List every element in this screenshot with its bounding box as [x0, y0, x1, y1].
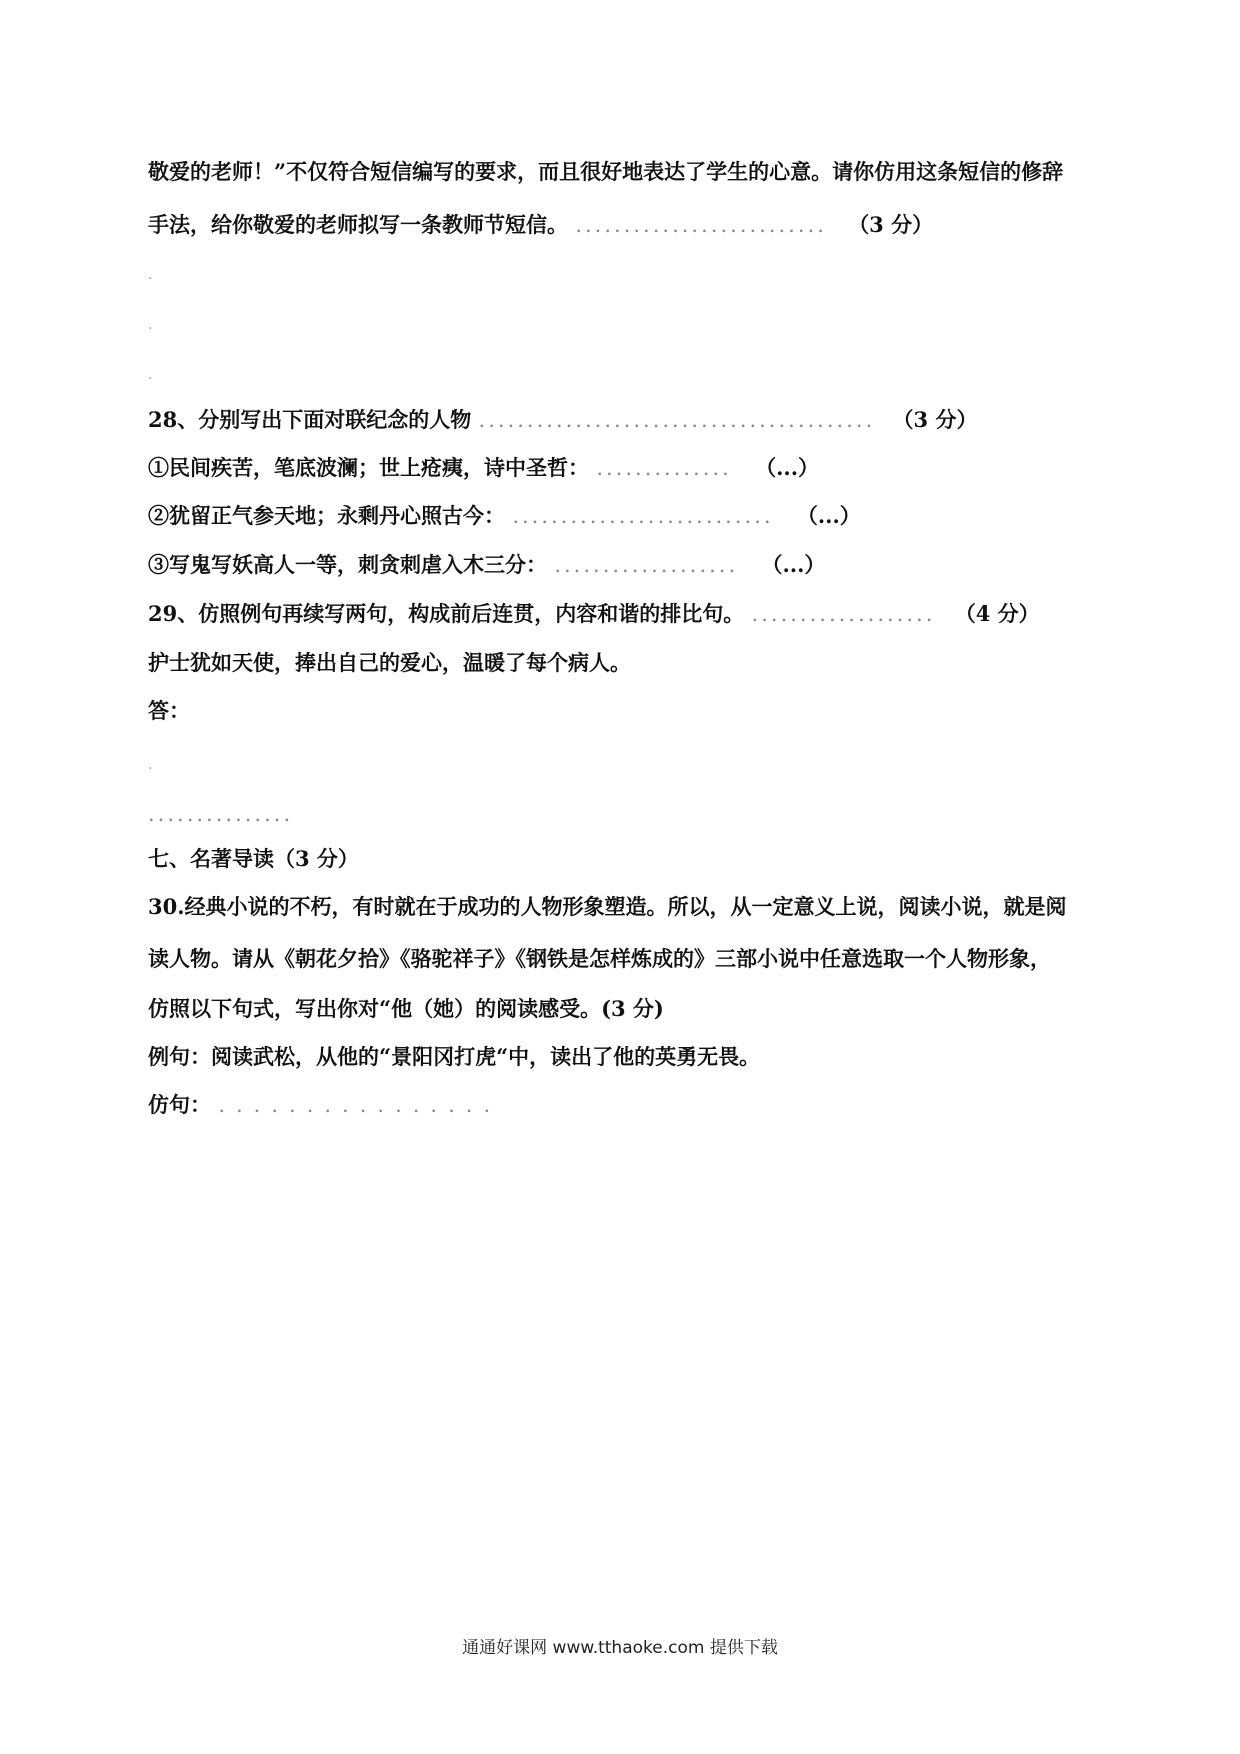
q28-item-1: [148, 454, 819, 482]
q27-line-2: [148, 211, 933, 239]
answer-line-mark: .: [148, 757, 153, 773]
answer-line-mark: .: [148, 267, 153, 283]
q28-item-2: [148, 502, 861, 530]
q28-item-text: ①民间疾苦，笔底波澜；世上疮痍，诗中圣哲：: [148, 455, 589, 480]
q28-leader-dots: .........................................: [478, 408, 876, 432]
q28-item-blank: （...）: [761, 552, 826, 577]
q30-line-1: 30.经典小说的不朽，有时就在于成功的人物形象塑造。所以，从一定意义上说，阅读小说，就是阅: [148, 894, 1067, 919]
q30-line-3: 仿照以下句式，写出你对“他（她）的阅读感受。(3 分): [148, 996, 664, 1021]
q30-example: 例句：阅读武松，从他的“景阳冈打虎“中，读出了他的英勇无畏。: [148, 1044, 761, 1069]
q27-score: （3 分）: [848, 212, 934, 237]
q29-leader-dots: ...................: [751, 602, 936, 626]
q30-imitate-label: 仿句：: [148, 1092, 211, 1117]
q28-item-dots: ...................: [554, 553, 739, 577]
q29-example: 护士犹如天使，捧出自己的爱心，温暖了每个病人。: [148, 650, 631, 675]
q28-item-text: ③写鬼写妖高人一等，刺贪刺虐入木三分：: [148, 552, 547, 577]
q28-item-3: [148, 551, 825, 579]
q29-score: （4 分）: [954, 601, 1040, 626]
q29-answer-label: 答：: [148, 698, 190, 723]
q30-imitate-dots: ................: [218, 1093, 502, 1117]
section-7-heading: 七、名著导读（3 分）: [148, 846, 359, 871]
q29-answer-dots: ...............: [148, 802, 294, 826]
q30-imitate-line: [148, 1091, 501, 1119]
q28-item-dots: ...........................: [512, 504, 774, 528]
page-footer: 通通好课网 www.tthaoke.com 提供下载: [462, 1638, 778, 1658]
q28-title-line: [148, 406, 977, 434]
q27-line-1: 敬爱的老师！”不仅符合短信编写的要求，而且很好地表达了学生的心意。请你仿用这条短信的修辞: [148, 159, 1064, 184]
q28-item-blank: （...）: [755, 455, 820, 480]
q28-item-text: ②犹留正气参天地；永剩丹心照古今：: [148, 503, 505, 528]
q30-line-2: 读人物。请从《朝花夕拾》《骆驼祥子》《钢铁是怎样炼成的》三部小说中任意选取一个人物形象，: [148, 946, 1051, 971]
q28-title: 28、分别写出下面对联纪念的人物: [148, 407, 472, 432]
q29-title-line: [148, 600, 1040, 628]
q27-prompt: 手法，给你敬爱的老师拟写一条教师节短信。: [148, 212, 568, 237]
q28-score: （3 分）: [892, 407, 978, 432]
q29-title: 29、仿照例句再续写两句，构成前后连贯，内容和谐的排比句。: [148, 601, 745, 626]
answer-line-mark: .: [148, 367, 153, 383]
q28-item-blank: （...）: [796, 503, 861, 528]
q29-answer-dots-line: [148, 800, 293, 828]
q28-item-dots: ..............: [596, 456, 732, 480]
answer-line-mark: .: [148, 317, 153, 333]
q27-leader-dots: ..........................: [575, 213, 827, 237]
